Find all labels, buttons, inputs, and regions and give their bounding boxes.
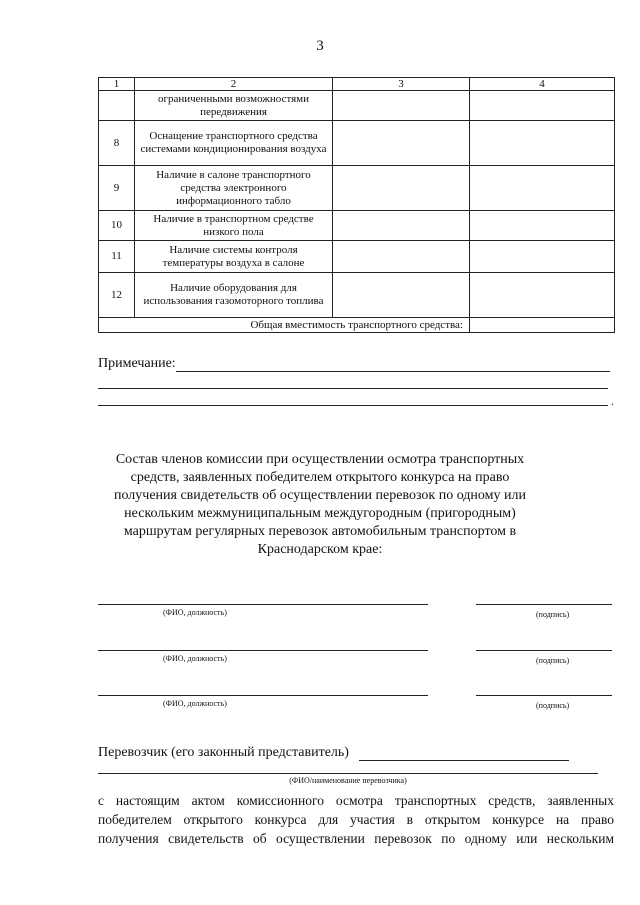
signature-row — [98, 695, 614, 725]
carrier-label: Перевозчик (его законный представитель) — [98, 745, 349, 760]
row-value-cell[interactable] — [470, 241, 615, 273]
signature-line[interactable] — [476, 650, 612, 651]
total-capacity-label: Общая вместимость транспортного средства: — [99, 318, 470, 333]
name-caption: (ФИО, должность) — [163, 699, 227, 708]
row-value-cell[interactable] — [333, 241, 470, 273]
table-total-row — [99, 318, 615, 333]
row-value-cell[interactable] — [470, 273, 615, 318]
row-text: ограниченными возможностями передвижения — [135, 91, 333, 121]
total-capacity-cell[interactable] — [470, 318, 615, 333]
row-value-cell[interactable] — [470, 91, 615, 121]
note-line[interactable] — [98, 372, 608, 389]
row-text: Наличие системы контроля температуры воздуха в салоне — [135, 241, 333, 273]
row-value-cell[interactable] — [333, 91, 470, 121]
table-row — [99, 166, 615, 211]
note-line[interactable] — [176, 359, 610, 372]
signature-line[interactable] — [476, 604, 612, 605]
carrier-section — [98, 743, 614, 785]
row-number: 9 — [99, 166, 135, 211]
signature-line[interactable] — [476, 695, 612, 696]
row-number: 12 — [99, 273, 135, 318]
carrier-name-line[interactable] — [98, 761, 598, 774]
table-row — [99, 273, 615, 318]
row-value-cell[interactable] — [470, 166, 615, 211]
signature-row — [98, 650, 614, 680]
signature-caption: (подпись) — [536, 656, 570, 665]
row-number: 11 — [99, 241, 135, 273]
inspection-table — [98, 77, 615, 333]
note-section — [98, 354, 614, 408]
row-value-cell[interactable] — [333, 121, 470, 166]
table-header-row — [99, 78, 615, 91]
row-value-cell[interactable] — [333, 166, 470, 211]
commission-heading: Состав членов комиссии при осуществлении осмотра транспортных средств, заявленных победителем открытого конкурса на право получения свидетельств об осуществлении перевозок по одному или нескольким межмуниципальным междугородным (пригородным) маршрутам регулярных перевозок автомобильным транспортом в Краснодарском крае: — [113, 452, 526, 557]
note-line[interactable] — [98, 389, 614, 408]
signature-row — [98, 604, 614, 634]
signature-caption: (подпись) — [536, 610, 570, 619]
signature-caption: (подпись) — [536, 701, 570, 710]
table-row — [99, 121, 615, 166]
name-line[interactable] — [98, 604, 428, 605]
name-caption: (ФИО, должность) — [163, 654, 227, 663]
row-text: Наличие в транспортном средстве низкого пола — [135, 211, 333, 241]
page-number: 3 — [316, 38, 324, 54]
name-line[interactable] — [98, 650, 428, 651]
row-value-cell[interactable] — [333, 273, 470, 318]
row-value-cell[interactable] — [333, 211, 470, 241]
name-line[interactable] — [98, 695, 428, 696]
note-label: Примечание: — [98, 356, 176, 371]
row-number — [99, 91, 135, 121]
note-end-mark: . — [611, 394, 614, 408]
header-cell: 2 — [135, 78, 333, 91]
header-cell: 1 — [99, 78, 135, 91]
table-row — [99, 211, 615, 241]
table-row — [99, 241, 615, 273]
table-row — [99, 91, 615, 121]
header-cell: 3 — [333, 78, 470, 91]
body-line: победителем открытого конкурса для участия в открытом конкурсе на право — [98, 812, 614, 827]
row-value-cell[interactable] — [470, 121, 615, 166]
row-text: Наличие в салоне транспортного средства электронного информационного табло — [135, 166, 333, 211]
name-caption: (ФИО, должность) — [163, 608, 227, 617]
carrier-caption: (ФИО/наименование перевозчика) — [289, 776, 407, 785]
carrier-representative-line[interactable] — [359, 748, 569, 761]
row-number: 8 — [99, 121, 135, 166]
row-text: Наличие оборудования для использования газомоторного топлива — [135, 273, 333, 318]
body-line: получения свидетельств об осуществлении перевозок по одному или нескольким — [98, 831, 614, 846]
row-number: 10 — [99, 211, 135, 241]
header-cell: 4 — [470, 78, 615, 91]
body-paragraph — [98, 791, 614, 848]
row-value-cell[interactable] — [470, 211, 615, 241]
body-line: с настоящим актом комиссионного осмотра транспортных средств, заявленных — [98, 793, 614, 808]
row-text: Оснащение транспортного средства системами кондиционирования воздуха — [135, 121, 333, 166]
